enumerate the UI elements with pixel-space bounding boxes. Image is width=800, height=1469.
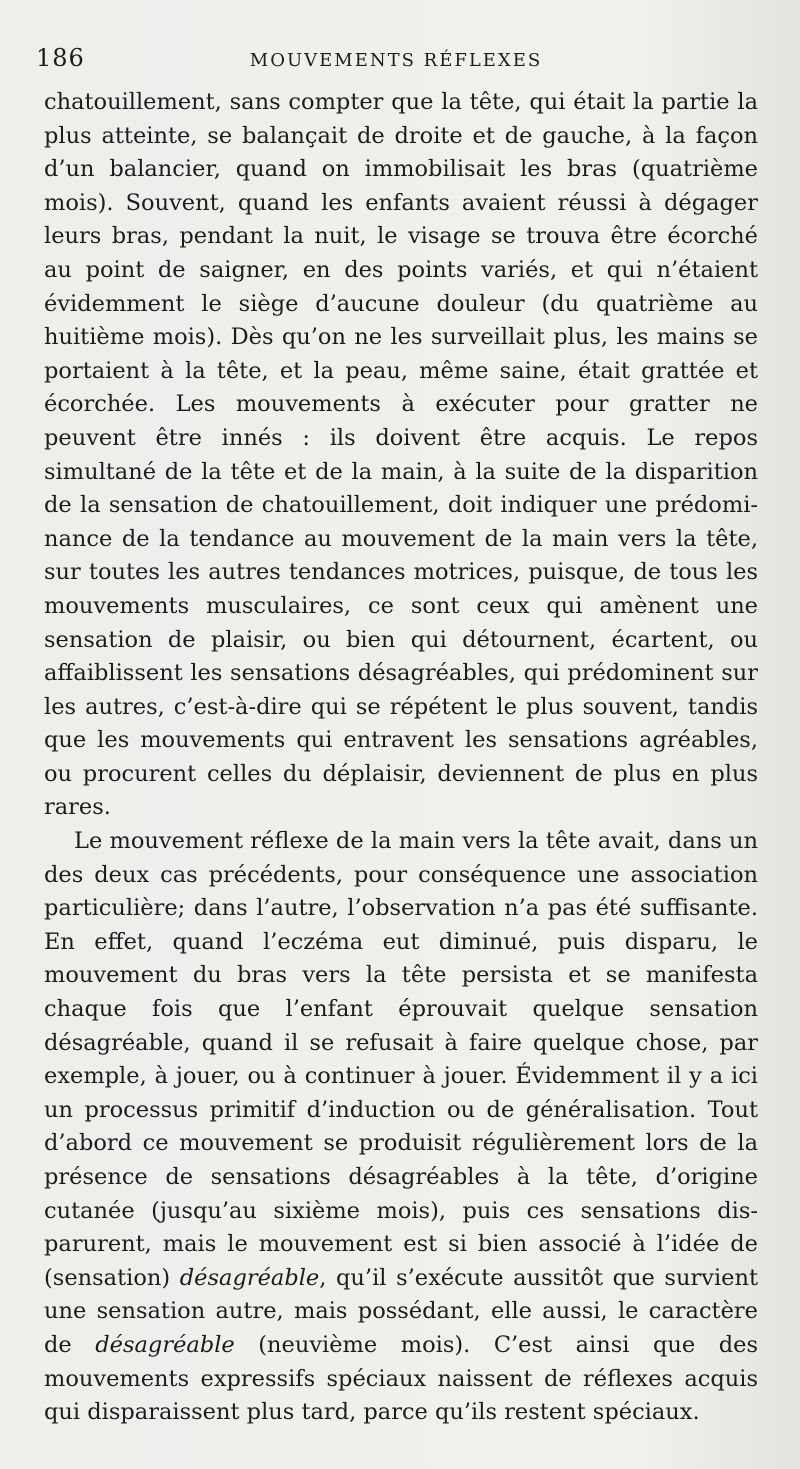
italic-term: désagréable: [179, 1264, 320, 1291]
paragraph-1: [44, 86, 758, 825]
page-header: [36, 44, 756, 78]
running-head: MOUVEMENTS RÉFLEXES: [249, 50, 543, 71]
text-segment: (neuvième mois). C’est ainsi que des mouvements expressifs spéciaux naissent de réflexes acquis qui disparaissent plus tard, parce qu’ils restent spéciaux.: [44, 1331, 758, 1426]
text-segment: chatouillement, sans compter que la tête, qui était la partie la plus atteinte, se balançait de droite et de gauche, à la façon d’un balancier, quand on immobilisait les bras (quatrième mois). Souvent, quand les enfants avaient réussi à dégager leurs bras, pendant la nuit, le visage se trouva être écorché au point de saigner, en des points variés, et qui n’étaient évidemment le siège d’aucune douleur (du quatrième au huitième mois). Dès qu’on ne les surveillait plus, les mains se portaient à la tête, et la peau, même saine, était grattée et écorchée. Les mouvements à exécuter pour gratter ne peuvent être innés : ils doivent être acquis. Le repos simultané de la tête et de la main, à la suite de la disparition de la sensation de chatouillement, doit indiquer une prédominance de la tendance au mouvement de la main vers la tête, sur toutes les autres tendances motrices, puisque, de tous les mouvements musculaires, ce sont ceux qui amènent une sensation de plaisir, ou bien qui détournent, écartent, ou affaiblissent les sensations désagréables, qui prédominent sur les autres, c’est-à-dire qui se répétent le plus souvent, tandis que les mouvements qui entravent les sensations agréables, ou procurent celles du déplaisir, deviennent de plus en plus rares.: [44, 89, 758, 821]
body-text: [44, 86, 758, 1430]
text-segment: Le mouvement réflexe de la main vers la tête avait, dans un des deux cas précédents, pour conséquence une association particulière; dans l’autre, l’observation n’a pas été suffisante. En effet, quand l’eczéma eut diminué, puis disparu, le mouvement du bras vers la tête persista et se manifesta chaque fois que l’enfant éprouvait quelque sensation désagréable, quand il se refusait à faire quelque chose, par exemple, à jouer, ou à continuer à jouer. Évidemment il y a ici un processus primitif d’induction ou de généralisation. Tout d’abord ce mouvement se produisit régulièrement lors de la présence de sensations désagréables à la tête, d’origine cutanée (jusqu’au sixième mois), puis ces sensations disparurent, mais le mouvement est si bien associé à l’idée de (sensation): [44, 828, 758, 1291]
text-segment: , qu’il s’exécute aussitôt que survient une sensation autre, mais possédant, elle aussi, le caractère de: [44, 1264, 758, 1358]
paragraph-2: [44, 825, 758, 1430]
italic-term: désagréable: [95, 1331, 235, 1358]
page-number: 186: [36, 44, 85, 72]
